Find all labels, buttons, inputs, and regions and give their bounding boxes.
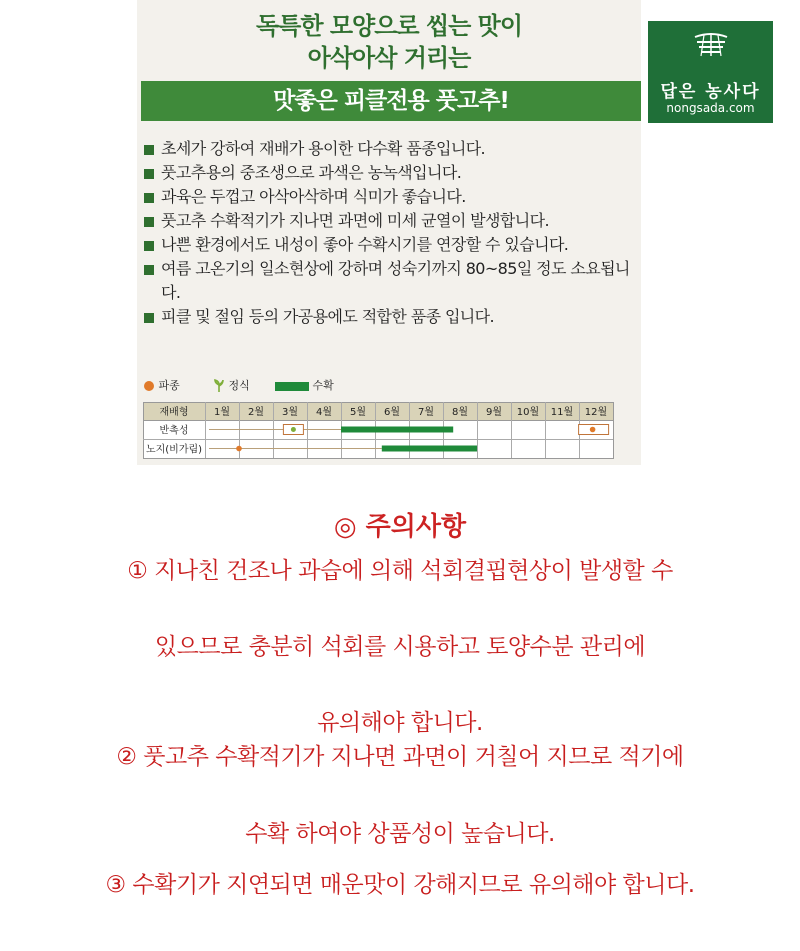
caution-line: ② 풋고추 수확적기가 지나면 과면이 거칠어 지므로 적기에	[116, 744, 684, 770]
month-label: 5월	[349, 407, 367, 418]
month-label: 8월	[451, 407, 469, 418]
month-label: 4월	[315, 407, 333, 418]
square-bullet-icon	[144, 145, 154, 155]
square-bullet-icon	[144, 217, 154, 227]
square-bullet-icon	[144, 193, 154, 203]
legend-transplant: 정식	[213, 377, 250, 393]
month-label: 12월	[584, 407, 608, 418]
month-label: 2월	[247, 407, 265, 418]
square-bullet-icon	[144, 169, 154, 179]
caution-line: ① 지나친 건조나 과습에 의해 석회결핍현상이 발생할 수	[127, 558, 673, 584]
square-bullet-icon	[144, 265, 154, 275]
schedule-header-label: 재배형	[159, 407, 189, 418]
field-rows-icon	[693, 31, 729, 57]
month-label: 6월	[383, 407, 401, 418]
caution-title: ◎ 주의사항	[333, 512, 467, 542]
month-label: 11월	[550, 407, 574, 418]
transplant-icon	[291, 427, 296, 432]
headline-line-2: 아삭아삭 거리는	[307, 44, 471, 72]
legend-sowing: 파종	[143, 377, 180, 393]
feature-item: 피클 및 절임 등의 가공용에도 적합한 품종 입니다.	[143, 305, 638, 329]
harvest-bar	[382, 446, 477, 452]
headline-banner: 맛좋은 피클전용 풋고추!	[141, 81, 641, 121]
month-label: 7월	[417, 407, 435, 418]
month-label: 3월	[281, 407, 299, 418]
brand-url: nongsada.com	[666, 101, 755, 115]
headline-line-1: 독특한 모양으로 씹는 맛이	[255, 12, 523, 40]
sowing-dot-icon	[143, 380, 155, 392]
schedule-grid	[143, 402, 623, 462]
feature-item: 풋고추용의 중조생으로 과색은 농녹색입니다.	[143, 161, 638, 185]
brand-logo	[648, 21, 773, 123]
feature-item: 초세가 강하여 재배가 용이한 다수확 품종입니다.	[143, 137, 638, 161]
month-label: 1월	[213, 407, 231, 418]
square-bullet-icon	[144, 241, 154, 251]
row-label: 노지(비가림)	[145, 444, 203, 456]
feature-item: 여름 고온기의 일소현상에 강하며 성숙기까지 80~85일 정도 소요됩니다.	[143, 257, 638, 305]
brand-name: 답은 농사다	[660, 82, 761, 102]
seedling-icon	[213, 379, 225, 393]
caution-line: 수확 하여야 상품성이 높습니다.	[245, 821, 555, 847]
feature-list	[143, 137, 638, 329]
cultivation-schedule	[143, 402, 623, 462]
sowing-dot	[236, 446, 242, 452]
feature-item: 나쁜 환경에서도 내성이 좋아 수확시기를 연장할 수 있습니다.	[143, 233, 638, 257]
month-label: 9월	[485, 407, 503, 418]
feature-item: 풋고추 수확적기가 지나면 과면에 미세 균열이 발생합니다.	[143, 209, 638, 233]
harvest-bar	[341, 427, 453, 433]
harvest-bar-swatch	[275, 382, 309, 391]
caution-line: ③ 수확기가 지연되면 매운맛이 강해지므로 유의해야 합니다.	[105, 872, 695, 898]
legend-harvest: 수확	[275, 377, 334, 393]
sowing-dot	[590, 427, 596, 433]
square-bullet-icon	[144, 313, 154, 323]
caution-line: 유의해야 합니다.	[317, 710, 483, 736]
row-label: 반촉성	[159, 425, 189, 437]
month-label: 10월	[516, 407, 540, 418]
caution-line: 있으므로 충분히 석회를 시용하고 토양수분 관리에	[154, 634, 646, 660]
feature-item: 과육은 두껍고 아삭아삭하며 식미가 좋습니다.	[143, 185, 638, 209]
